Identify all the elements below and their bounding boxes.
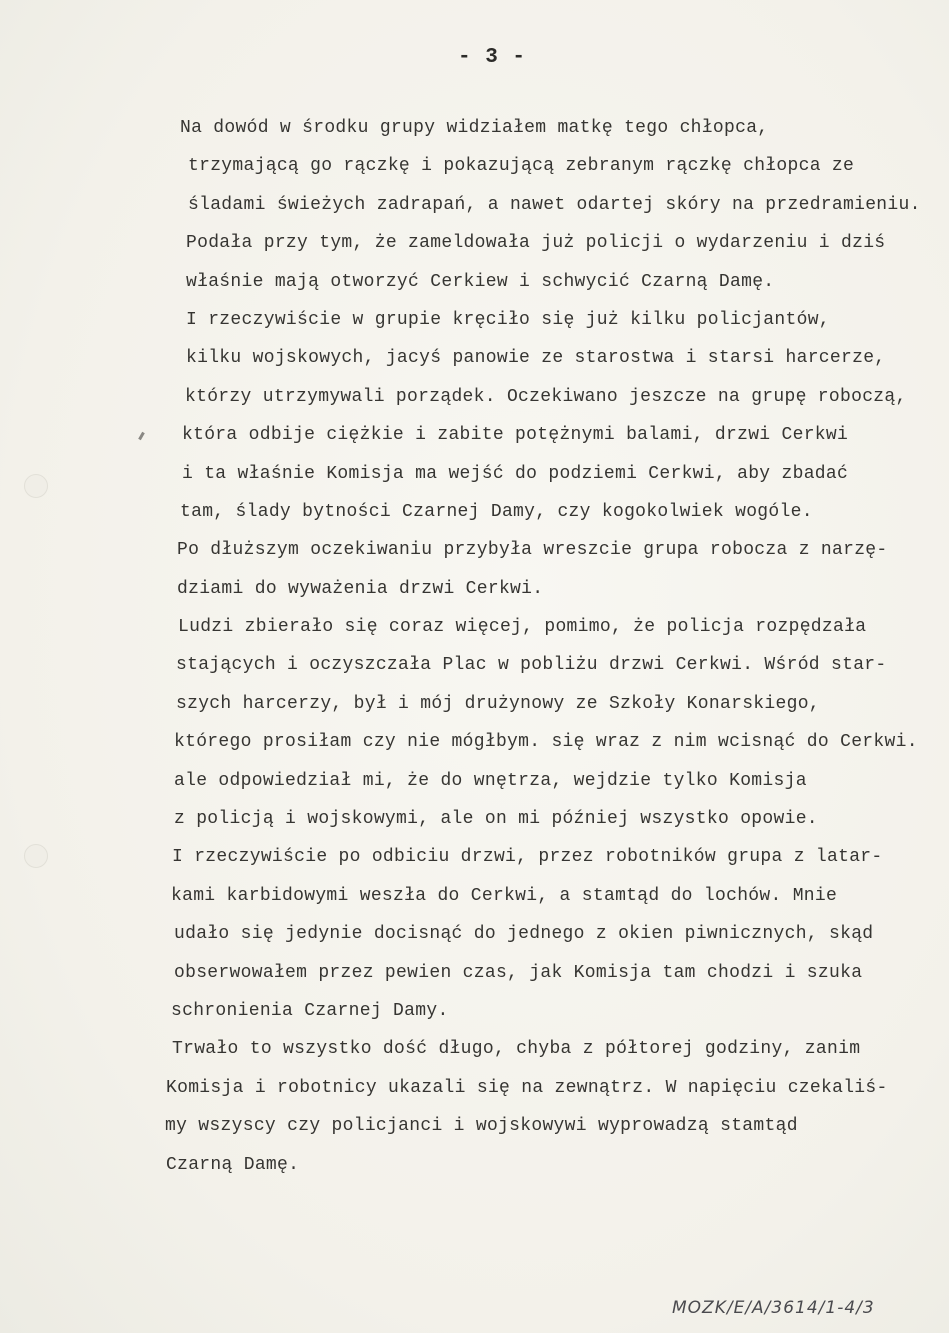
text-line: która odbije ciężkie i zabite potężnymi balami, drzwi Cerkwi [182,425,849,446]
text-line: Ludzi zbierało się coraz więcej, pomimo, że policja rozpędzała [178,617,867,638]
text-line: Na dowód w środku grupy widziałem matkę tego chłopca, [180,118,769,138]
text-line: Komisja i robotnicy ukazali się na zewnątrz. W napięciu czekaliś- [166,1077,888,1098]
page-number: - 3 - [458,46,527,69]
text-line: szych harcerzy, był i mój drużynowy ze Szkoły Konarskiego, [176,693,820,714]
text-line: którzy utrzymywali porządek. Oczekiwano jeszcze na grupę roboczą, [185,386,907,407]
text-line: I rzeczywiście po odbiciu drzwi, przez robotników grupa z latar- [172,847,883,868]
text-line: ale odpowiedział mi, że do wnętrza, wejdzie tylko Komisja [174,770,807,791]
text-line: Trwało to wszystko dość długo, chyba z półtorej godziny, zanim [172,1039,861,1060]
text-line: obserwowałem przez pewien czas, jak Komisja tam chodzi i szuka [174,962,863,983]
text-line: my wszyscy czy policjanci i wojskowywi wyprowadzą stamtąd [165,1116,798,1137]
text-line: Po dłuższym oczekiwaniu przybyła wreszcie grupa robocza z narzę- [177,540,888,561]
text-line: dziami do wyważenia drzwi Cerkwi. [177,578,544,599]
text-line: schronienia Czarnej Damy. [171,1000,449,1021]
text-line: Czarną Damę. [166,1154,300,1175]
typewritten-body [0,109,949,1184]
text-line: właśnie mają otworzyć Cerkiew i schwycić Czarną Damę. [186,271,775,292]
text-line: którego prosiłam czy nie mógłbym. się wraz z nim wcisnąć do Cerkwi. [174,732,918,753]
text-line: stających i oczyszczała Plac w pobliżu drzwi Cerkwi. Wśród star- [176,655,887,676]
text-line: śladami świeżych zadrapań, a nawet odartej skóry na przedramieniu. [188,194,921,215]
text-line: udało się jedynie docisnąć do jednego z okien piwnicznych, skąd [174,924,874,945]
text-line: kami karbidowymi weszła do Cerkwi, a stamtąd do lochów. Mnie [171,885,838,906]
text-line: Podała przy tym, że zameldowała już policji o wydarzeniu i dziś [186,233,886,254]
archive-signature: MOZK/E/A/3614/1-4/3 [672,1298,875,1318]
text-line: I rzeczywiście w grupie kręciło się już kilku policjantów, [186,309,830,330]
text-line: i ta właśnie Komisja ma wejść do podziemi Cerkwi, aby zbadać [182,463,849,484]
text-line: z policją i wojskowymi, ale on mi później wszystko opowie. [174,809,818,830]
text-line: kilku wojskowych, jacyś panowie ze starostwa i starsi harcerze, [186,348,886,369]
text-line: tam, ślady bytności Czarnej Damy, czy kogokolwiek wogóle. [180,501,813,522]
text-line: trzymającą go rączkę i pokazującą zebranym rączkę chłopca ze [188,156,855,177]
